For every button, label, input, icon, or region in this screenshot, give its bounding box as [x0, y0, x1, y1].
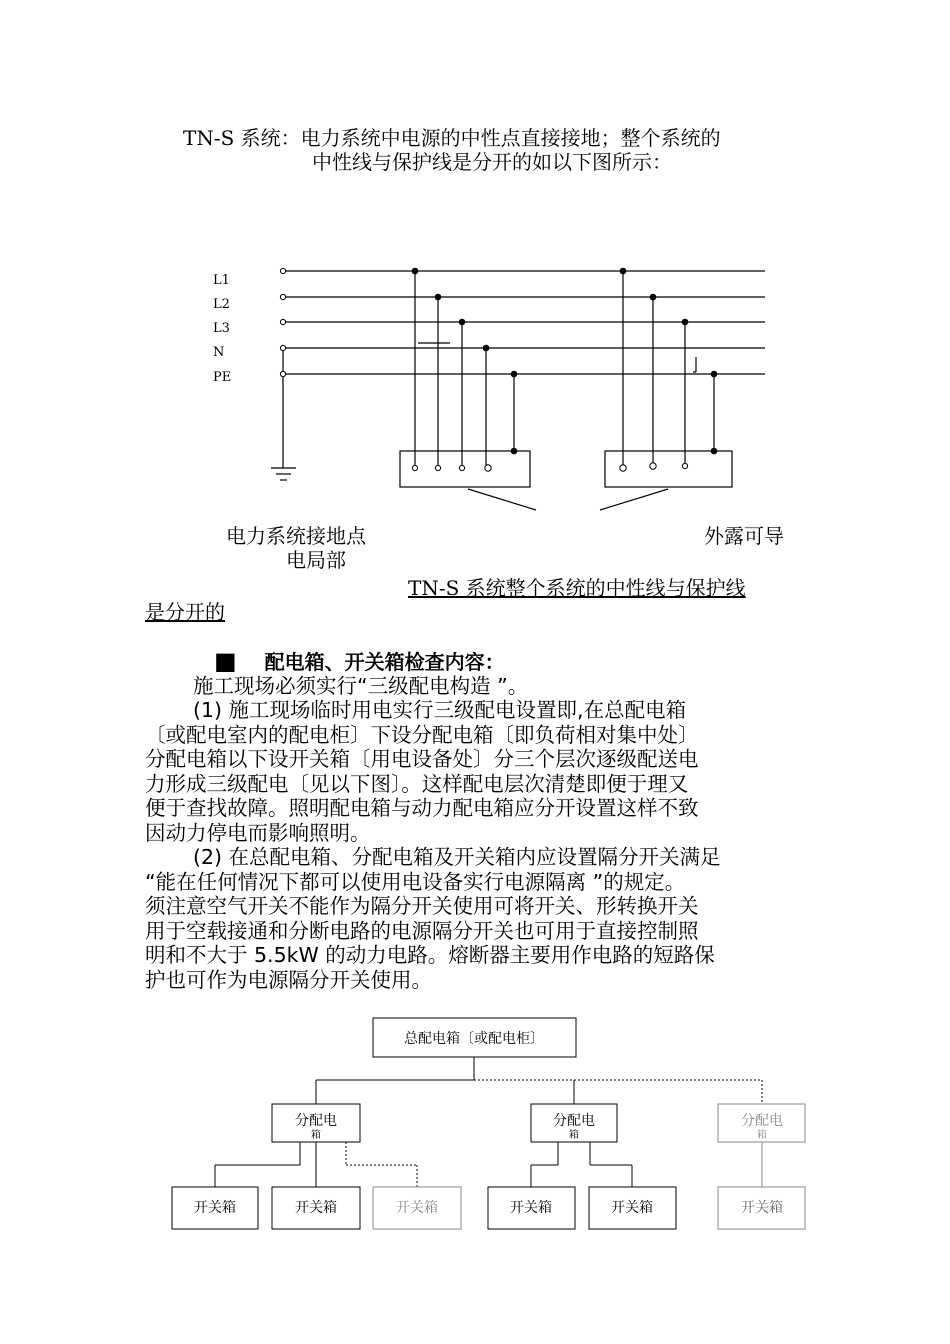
switch-4-label: 开关箱 [510, 1200, 552, 1216]
dist-1-label-top: 分配电 [295, 1113, 337, 1129]
label-l3: L3 [213, 321, 230, 336]
dist-3-label-bottom: 箱 [757, 1130, 767, 1141]
body-line-4: 力形成三级配电〔见以下图〕。这样配电层次清楚即便于理又 [145, 772, 689, 796]
body-line-2: 〔或配电室内的配电柜〕下设分配电箱〔即负荷相对集中处〕 [145, 723, 699, 747]
body-line-6: 因动力停电而影响照明。 [145, 821, 371, 845]
label-l1: L1 [213, 273, 230, 288]
body-line-7: (2) 在总配电箱、分配电箱及开关箱内应设置隔分开关满足 [193, 845, 721, 869]
switch-1-label: 开关箱 [194, 1200, 236, 1216]
root-label: 总配电箱〔或配电柜〕 [404, 1031, 544, 1047]
load-box-1 [400, 451, 530, 487]
label-pe: PE [213, 370, 232, 385]
body-line-0: 施工现场必须实行“三级配电构造 ”。 [193, 674, 529, 698]
switch-6-label: 开关箱 [741, 1200, 783, 1216]
dist-2-label-bottom: 箱 [569, 1130, 579, 1141]
body-line-11: 明和不大于 5.5kW 的动力电路。熔断器主要用作电路的短路保 [145, 943, 715, 967]
switch-2-label: 开关箱 [295, 1200, 337, 1216]
caption-grounding-part: 电局部 [286, 548, 346, 572]
label-l2: L2 [213, 297, 230, 312]
caption-exposed-conductive: 外露可导 [704, 524, 784, 548]
bullet-square: ■ [214, 647, 237, 675]
body-line-1: (1) 施工现场临时用电实行三级配电设置即,在总配电箱 [193, 698, 687, 722]
tns-wiring-diagram [0, 255, 950, 515]
caption-grounding-point: 电力系统接地点 [226, 524, 366, 548]
body-line-10: 用于空载接通和分断电路的电源隔分开关也可用于直接控制照 [145, 919, 699, 943]
dist-2-label-top: 分配电 [553, 1113, 595, 1129]
dist-3-label-top: 分配电 [741, 1113, 783, 1129]
three-level-distribution-diagram [0, 1010, 950, 1240]
switch-5-label: 开关箱 [611, 1200, 653, 1216]
intro-line-2: 中性线与保护线是分开的如以下图所示： [312, 150, 672, 174]
caption-tns-line-2: 是分开的 [145, 600, 225, 624]
label-n: N [213, 345, 225, 360]
body-line-3: 分配电箱以下设开关箱〔用电设备处〕分三个层次逐级配送电 [145, 747, 699, 771]
body-line-12: 护也可作为电源隔分开关使用。 [145, 968, 432, 992]
switch-3-label: 开关箱 [396, 1200, 438, 1216]
body-line-9: 须注意空气开关不能作为隔分开关使用可将开关、形转换开关 [145, 894, 699, 918]
dist-1-label-bottom: 箱 [311, 1130, 321, 1141]
caption-tns-line-1: TN-S 系统整个系统的中性线与保护线 [408, 576, 746, 600]
body-line-8: “能在任何情况下都可以使用电设备实行电源隔离 ”的规定。 [145, 870, 686, 894]
section-title: 配电箱、开关箱检查内容： [264, 650, 505, 674]
section-heading [214, 649, 505, 674]
intro-line-1: TN-S 系统：电力系统中电源的中性点直接接地；整个系统的 [183, 126, 721, 150]
body-line-5: 便于查找故障。照明配电箱与动力配电箱应分开设置这样不致 [145, 796, 699, 820]
